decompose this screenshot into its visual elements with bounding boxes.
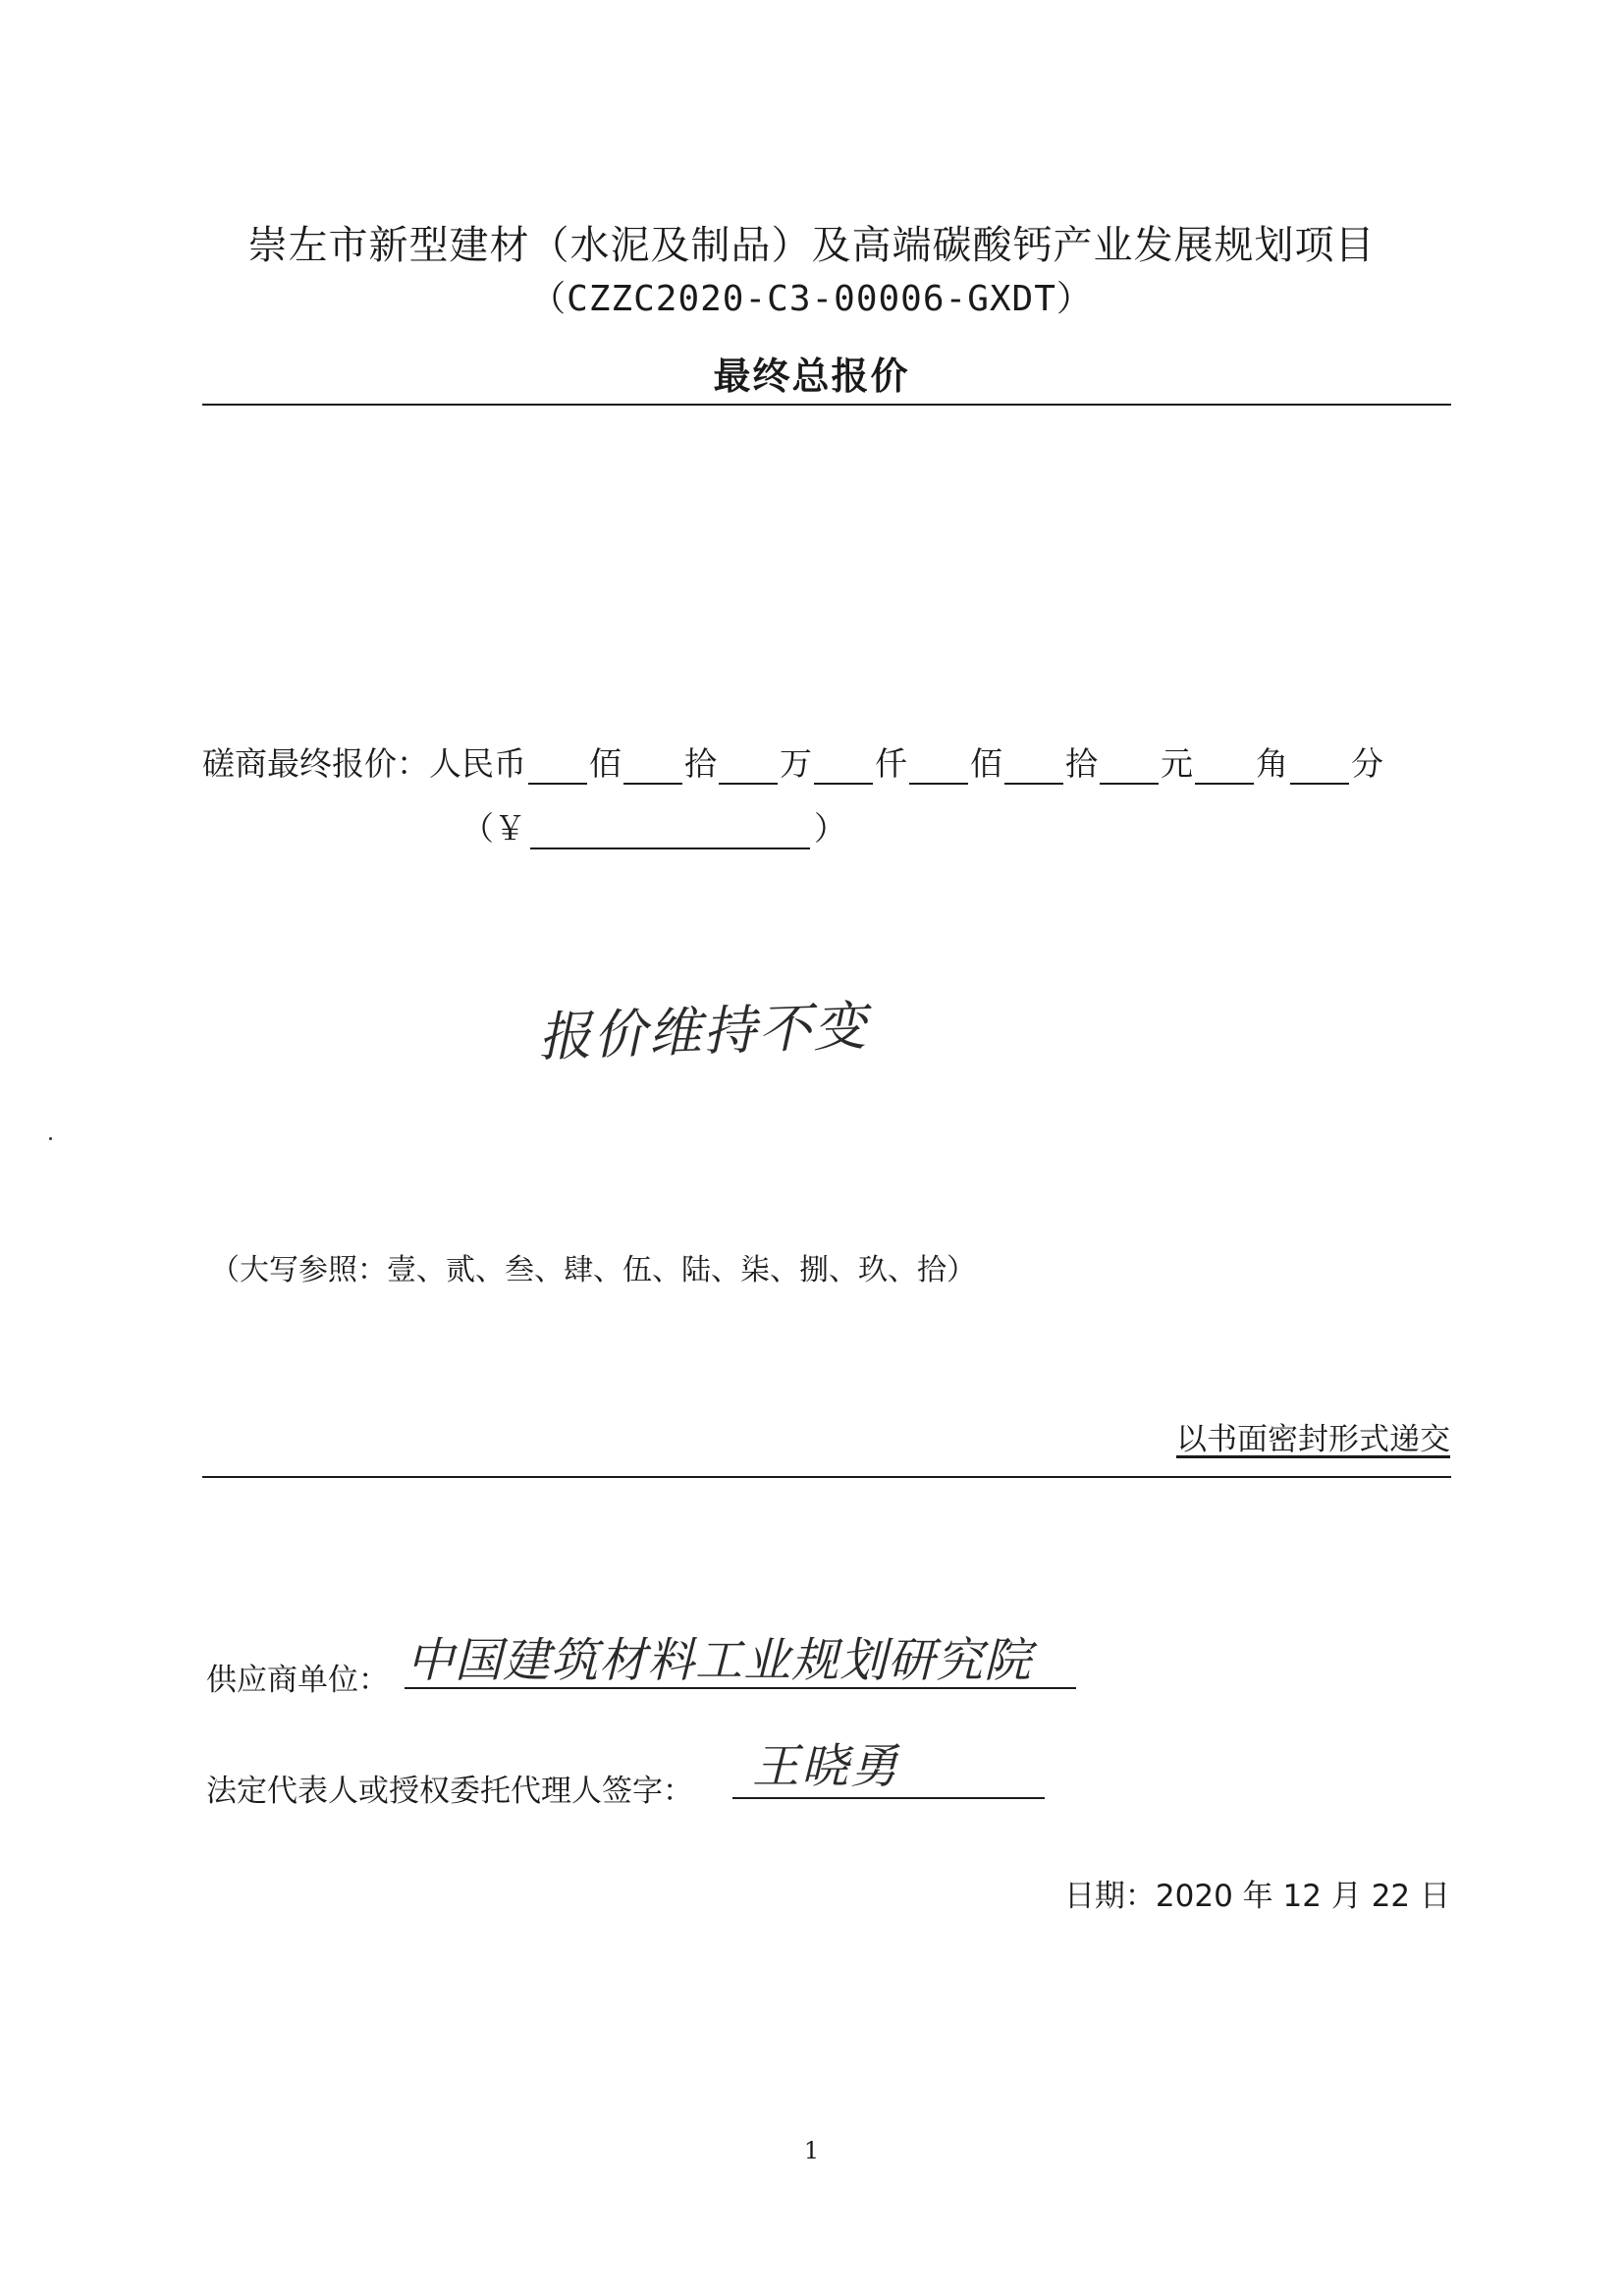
yen-open: （￥ bbox=[461, 809, 526, 847]
supplier-field[interactable] bbox=[405, 1622, 1076, 1689]
uppercase-reference-note: （大写参照：壹、贰、叁、肆、伍、陆、柒、捌、玖、拾） bbox=[210, 1253, 976, 1287]
price-unit: 拾 bbox=[684, 744, 717, 783]
price-unit: 角 bbox=[1256, 744, 1288, 783]
signature-handwritten: 王晓勇 bbox=[752, 1739, 900, 1794]
final-price-line bbox=[202, 738, 1383, 785]
project-code: （CZZC2020-C3-00006-GXDT） bbox=[530, 279, 1093, 319]
yen-close: ） bbox=[814, 809, 846, 847]
document-title: 最终总报价 bbox=[713, 355, 910, 398]
price-unit: 万 bbox=[780, 744, 812, 783]
final-price-label: 磋商最终报价：人民币 bbox=[202, 744, 526, 783]
section-divider bbox=[202, 1476, 1451, 1478]
project-title: 崇左市新型建材（水泥及制品）及高端碳酸钙产业发展规划项目 bbox=[247, 223, 1376, 268]
date-line: 日期：2020 年 12 月 22 日 bbox=[1063, 1879, 1450, 1914]
supplier-handwritten-name: 中国建筑材料工业规划研究院 bbox=[406, 1633, 1033, 1688]
scan-speck bbox=[49, 1137, 52, 1140]
price-unit: 拾 bbox=[1065, 744, 1098, 783]
yen-amount-field[interactable] bbox=[530, 818, 810, 849]
price-unit: 分 bbox=[1351, 744, 1383, 783]
price-blank[interactable] bbox=[623, 753, 682, 785]
price-unit: 佰 bbox=[589, 744, 622, 783]
title-divider bbox=[202, 404, 1451, 406]
signature-field[interactable] bbox=[732, 1734, 1045, 1799]
price-blank[interactable] bbox=[719, 753, 778, 785]
price-unit: 元 bbox=[1161, 744, 1193, 783]
price-blank[interactable] bbox=[814, 753, 873, 785]
price-unit: 仟 bbox=[875, 744, 907, 783]
price-blank[interactable] bbox=[1100, 753, 1159, 785]
price-blank[interactable] bbox=[909, 753, 968, 785]
signature-label: 法定代表人或授权委托代理人签字： bbox=[206, 1774, 693, 1809]
yen-amount-line bbox=[461, 803, 846, 849]
price-unit: 佰 bbox=[970, 744, 1002, 783]
handwritten-price-note: 报价维持不变 bbox=[537, 995, 870, 1068]
price-blank[interactable] bbox=[1004, 753, 1063, 785]
supplier-label: 供应商单位： bbox=[206, 1663, 389, 1698]
price-blank[interactable] bbox=[1195, 753, 1254, 785]
page-number: 1 bbox=[803, 2137, 820, 2164]
price-blank[interactable] bbox=[528, 753, 587, 785]
sealed-submission-note: 以书面密封形式递交 bbox=[1176, 1422, 1450, 1457]
price-blank[interactable] bbox=[1290, 753, 1349, 785]
